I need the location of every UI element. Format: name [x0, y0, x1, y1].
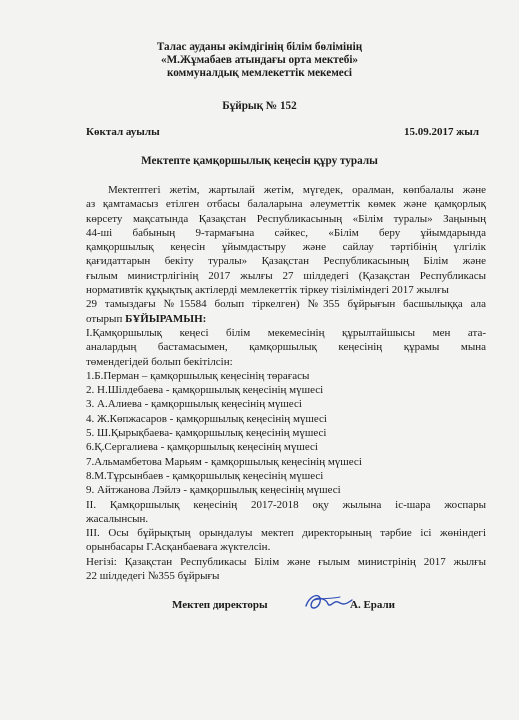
member-item: 9. Айтжанова Лэйлэ - қамқоршылық кеңесінің мүшесі: [86, 484, 341, 497]
item3-line: III. Осы бұйрықтың орындалуы мектеп директорының тәрбие ісі жөніндегі: [86, 527, 486, 540]
item1-line: аналардың бастамасымен, қамқоршылық кеңесінің құрамы мына: [86, 341, 486, 354]
member-item: 5. Ш.Қырықбаева- қамқоршылық кеңесінің мүшесі: [86, 427, 327, 440]
signature-position: Мектеп директоры: [172, 599, 268, 611]
preamble-line: аз қамтамасыз етілген отбасы балаларына әлеуметтік көмек және қамқорлық: [86, 198, 486, 211]
order-number: Бұйрық № 152: [222, 100, 297, 112]
date: 15.09.2017 жыл: [404, 126, 479, 138]
member-item: 7.Альмамбетова Марьям - қамқоршылық кеңесінің мүшесі: [86, 455, 362, 468]
preamble-line: 44-ші бабының 9-тармағына сәйкес, «Білім беру ұйымдарында: [86, 226, 486, 239]
item2-line: жасалынсын.: [86, 512, 149, 525]
item3-line: орынбасары Г.Асқанбаеваға жүктелсін.: [86, 541, 271, 554]
preamble-line: Мектептегі жетім, жартылай жетім, мүгедек, оралман, көпбалалы және: [108, 184, 486, 196]
member-item: 1.Б.Перман – қамқоршылық кеңесінің төрағасы: [86, 369, 310, 382]
signature-name: А. Ерали: [350, 599, 396, 611]
item1-line: төмендегідей болып бекітілсін:: [86, 355, 233, 368]
item1-line: I.Қамқоршылық кеңесі білім мекемесінің құрылтайшысы мен ата-: [86, 326, 486, 339]
order-word: БҰЙЫРАМЫН:: [125, 312, 207, 325]
basis-line: 22 шілдедегі №355 бұйрығы: [86, 570, 220, 583]
member-item: 2. Н.Шілдебаева - қамқоршылық кеңесінің мүшесі: [86, 384, 324, 397]
member-item: 4. Ж.Көпжасаров - қамқоршылық кеңесінің мүшесі: [86, 412, 327, 425]
order-prefix: отырып: [86, 312, 126, 325]
item2-line: II. Қамқоршылық кеңесінің 2017-2018 оқу жылына іс-шара жоспары: [86, 498, 486, 511]
header-line-3: коммуналдық мемлекеттік мекемесі: [166, 67, 352, 79]
preamble-line: көрсету мақсатында Қазақстан Республикасының «Білім туралы» Заңының: [86, 212, 486, 225]
header-line-2: «М.Жұмабаев атындағы орта мектебі»: [160, 54, 359, 66]
preamble-line: ғылым министрлігінің 2017 жылғы 27 шілдедегі (Қазақстан Республикасы: [86, 269, 486, 282]
document-title: Мектепте қамқоршылық кеңесін құру туралы: [141, 155, 378, 167]
order-line: [86, 312, 486, 326]
document-body: [86, 183, 486, 583]
preamble-line: қамқоршылық кеңесін ұйымдастыру және сайлау тәртібінің үлгілік: [86, 241, 486, 254]
member-item: 3. А.Алиева - қамқоршылық кеңесінің мүшесі: [86, 398, 302, 411]
member-item: 8.М.Тұрсынбаев - қамқоршылық кеңесінің мүшесі: [86, 469, 324, 482]
place: Көктал ауылы: [86, 126, 160, 138]
preamble-line: нормативтік құқықтық актілерді мемлекеттік тіркеу тізіліміндегі 2017 жылғы: [86, 284, 449, 297]
member-item: 6.Қ.Сергалиева - қамқоршылық кеңесінің мүшесі: [86, 441, 318, 454]
preamble-line: қағидаттарын бекіту туралы» Қазақстан Республикасының Білім және: [86, 255, 486, 268]
basis-line: Негізі: Қазақстан Республикасы Білім және ғылым министрінің 2017 жылғы: [86, 555, 486, 568]
header-line-1: Талас ауданы әкімдігінің білім бөлімінің: [156, 41, 363, 53]
preamble-line: 29 тамыздағы №15584 болып тіркелген) №355 бұйрығын басшылыққа ала: [86, 298, 486, 311]
